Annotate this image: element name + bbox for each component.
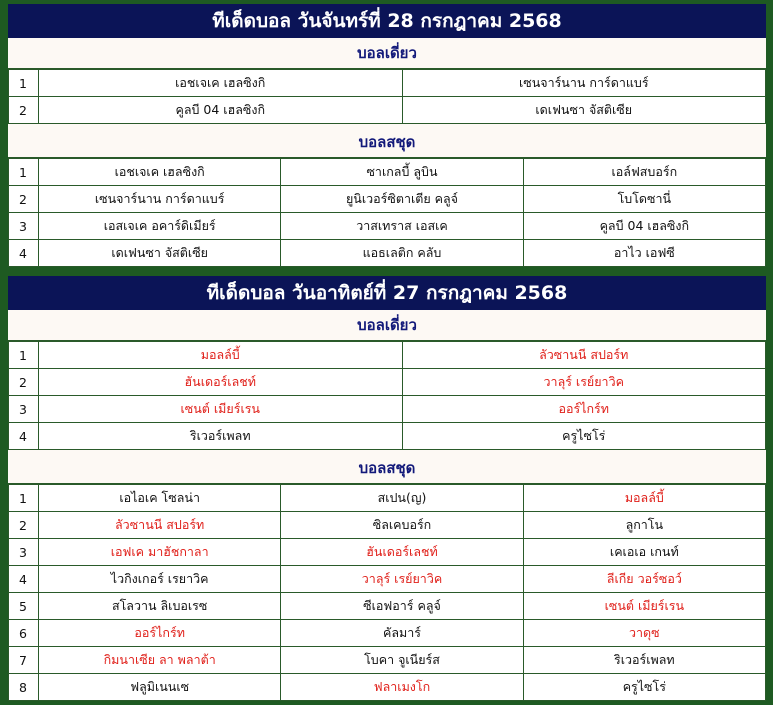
day1-single-row: [9, 97, 766, 124]
row-number: 5: [9, 593, 39, 620]
team-name: มอลล์บี้: [523, 485, 765, 512]
day1-combo-row: [9, 240, 766, 267]
row-number: 2: [9, 369, 39, 396]
day1-single-row: [9, 70, 766, 97]
team-name: ริเวอร์เพลท: [39, 423, 403, 450]
day2-singles-table: [8, 341, 766, 450]
team-name: คูลบี 04 เฮลซิงกิ: [39, 97, 403, 124]
row-number: 2: [9, 97, 39, 124]
team-name: เอสเจเค อคาร์ดิเมียร์: [39, 213, 281, 240]
team-name: ซิลเคบอร์ก: [281, 512, 523, 539]
team-name: ลีเกีย วอร์ซอว์: [523, 566, 765, 593]
day2-title: ทีเด็ดบอล วันอาทิตย์ที่ 27 กรกฎาคม 2568: [8, 276, 766, 310]
team-name: เซนจาร์นาน การ์ดาแบร์: [402, 70, 766, 97]
row-number: 3: [9, 213, 39, 240]
day2-single-row: [9, 423, 766, 450]
team-name: แอธเลติก คลับ: [281, 240, 523, 267]
day1-combo-row: [9, 213, 766, 240]
team-name: วาลุร์ เรย์ยาวิค: [402, 369, 766, 396]
day2-combo-row: [9, 674, 766, 701]
row-number: 3: [9, 396, 39, 423]
day1-singles-title: บอลเดี่ยว: [8, 38, 766, 69]
row-number: 1: [9, 70, 39, 97]
team-name: ลัวซานนี สปอร์ท: [402, 342, 766, 369]
team-name: วาดุซ: [523, 620, 765, 647]
row-number: 3: [9, 539, 39, 566]
row-number: 1: [9, 485, 39, 512]
row-number: 8: [9, 674, 39, 701]
team-name: สโลวาน ลิเบอเรซ: [39, 593, 281, 620]
day1-combo-table: [8, 158, 766, 267]
team-name: ฟลูมิเนนเซ: [39, 674, 281, 701]
team-name: มอลล์บี้: [39, 342, 403, 369]
team-name: คูลบี 04 เฮลซิงกิ: [523, 213, 765, 240]
day2-single-row: [9, 396, 766, 423]
team-name: เอชเจเค เฮลซิงกิ: [39, 70, 403, 97]
day1-title: ทีเด็ดบอล วันจันทร์ที่ 28 กรกฎาคม 2568: [8, 4, 766, 38]
day2-combo-row: [9, 539, 766, 566]
team-name: วาลุร์ เรย์ยาวิค: [281, 566, 523, 593]
team-name: เซนจาร์นาน การ์ดาแบร์: [39, 186, 281, 213]
day1-combo-row: [9, 186, 766, 213]
team-name: เอล์ฟสบอร์ก: [523, 159, 765, 186]
row-number: 1: [9, 342, 39, 369]
team-name: ไวกิงเกอร์ เรยาวิค: [39, 566, 281, 593]
row-number: 2: [9, 186, 39, 213]
team-name: โบโดซานี่: [523, 186, 765, 213]
team-name: เอฟเค มาฮัชกาลา: [39, 539, 281, 566]
team-name: ครูไซโร่: [402, 423, 766, 450]
team-name: เซนต์ เมียร์เรน: [39, 396, 403, 423]
team-name: โบคา จูเนียร์ส: [281, 647, 523, 674]
day2-single-row: [9, 369, 766, 396]
team-name: ซีเอฟอาร์ คลูจ์: [281, 593, 523, 620]
row-number: 4: [9, 423, 39, 450]
team-name: กิมนาเซีย ลา พลาต้า: [39, 647, 281, 674]
row-number: 6: [9, 620, 39, 647]
day1-singles-table: [8, 69, 766, 124]
team-name: สเปน(ญ): [281, 485, 523, 512]
day2-combo-row: [9, 647, 766, 674]
team-name: ยูนิเวอร์ซิตาเตีย คลูจ์: [281, 186, 523, 213]
day1-combo-title: บอลสชุด: [8, 127, 766, 158]
row-number: 4: [9, 240, 39, 267]
team-name: ครูไซโร่: [523, 674, 765, 701]
team-name: อาไว เอฟซี: [523, 240, 765, 267]
row-number: 4: [9, 566, 39, 593]
day2-combo-row: [9, 566, 766, 593]
team-name: เอชเจเค เฮลซิงกิ: [39, 159, 281, 186]
day2-combo-row: [9, 593, 766, 620]
team-name: ออร์ไกร์ท: [402, 396, 766, 423]
day2-combo-row: [9, 512, 766, 539]
team-name: ฮันเดอร์เลชท์: [281, 539, 523, 566]
team-name: เคเอเอ เกนท์: [523, 539, 765, 566]
day1-section: [8, 4, 766, 267]
team-name: ซาเกลบี้ ลูบิน: [281, 159, 523, 186]
team-name: ฟลาเมงโก: [281, 674, 523, 701]
team-name: เซนต์ เมียร์เรน: [523, 593, 765, 620]
day2-section: [8, 276, 766, 701]
day2-combo-row: [9, 620, 766, 647]
day1-combo-row: [9, 159, 766, 186]
team-name: ลูกาโน: [523, 512, 765, 539]
team-name: ออร์ไกร์ท: [39, 620, 281, 647]
team-name: คัลมาร์: [281, 620, 523, 647]
row-number: 7: [9, 647, 39, 674]
row-number: 1: [9, 159, 39, 186]
team-name: ฮันเดอร์เลชท์: [39, 369, 403, 396]
day2-combo-title: บอลสชุด: [8, 453, 766, 484]
day2-singles-title: บอลเดี่ยว: [8, 310, 766, 341]
team-name: ริเวอร์เพลท: [523, 647, 765, 674]
day2-combo-row: [9, 485, 766, 512]
team-name: เดเฟนซา จัสติเซีย: [402, 97, 766, 124]
team-name: เดเฟนซา จัสติเซีย: [39, 240, 281, 267]
team-name: เอไอเค โซลน่า: [39, 485, 281, 512]
day2-combo-table: [8, 484, 766, 701]
team-name: วาสเทราส เอสเค: [281, 213, 523, 240]
team-name: ลัวซานนี สปอร์ท: [39, 512, 281, 539]
day2-single-row: [9, 342, 766, 369]
row-number: 2: [9, 512, 39, 539]
